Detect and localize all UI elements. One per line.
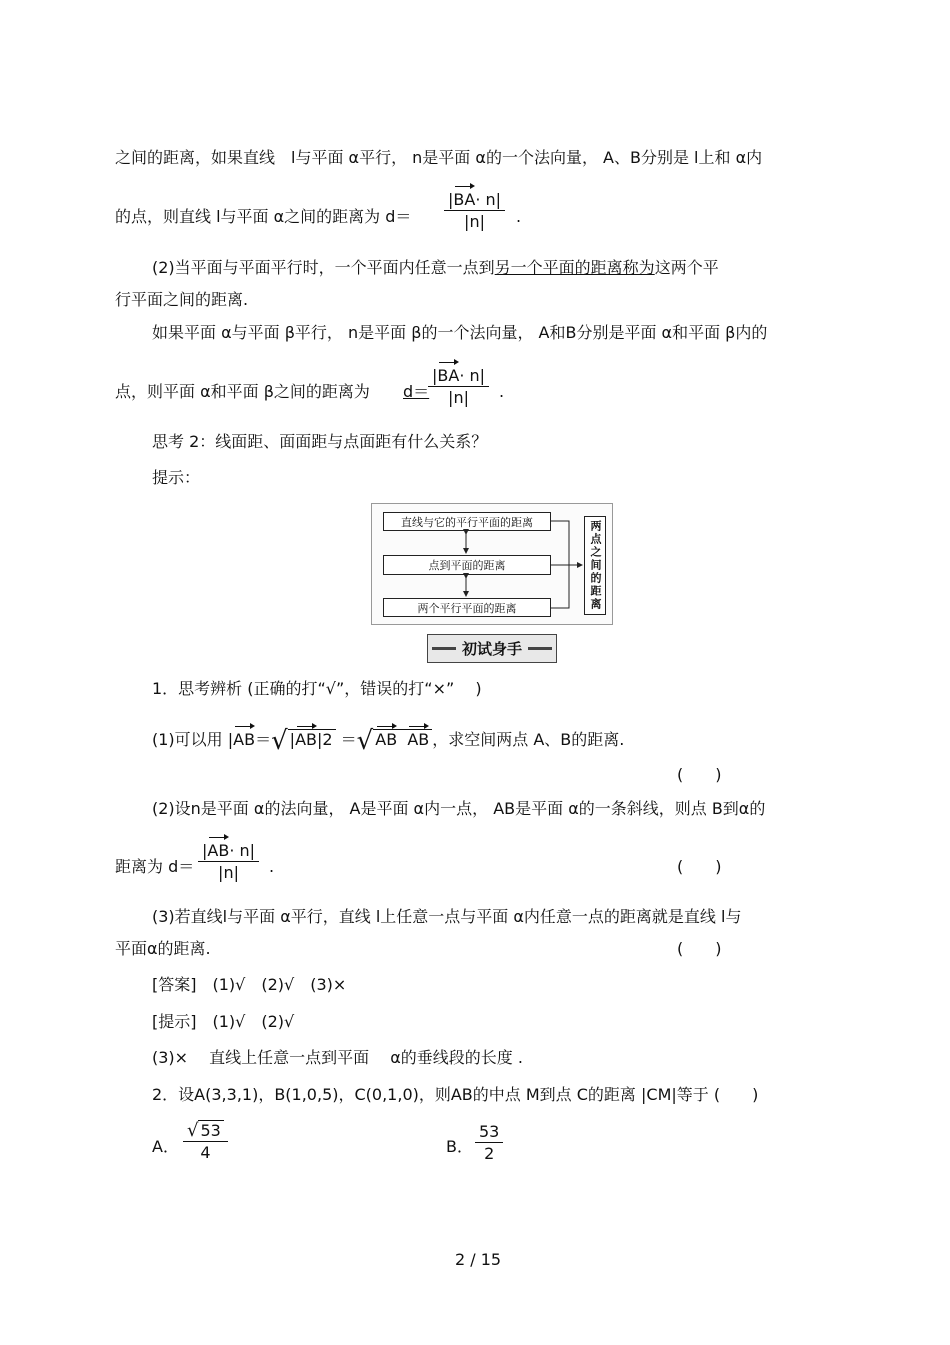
box-plane-plane-distance: 两个平行平面的距离 xyxy=(383,598,551,617)
box-point-plane-distance: 点到平面的距离 xyxy=(383,555,551,575)
d-equals: d＝ xyxy=(403,382,430,401)
distance-formula-fraction: $\frac{|AB\cdot n|}{|n|}$ xyxy=(198,841,259,884)
think-question: 思考 2：线面距、面面距与点面距有什么关系？ xyxy=(152,432,488,451)
statement-3: (3)若直线l与平面 α平行，直线 l上任意一点与平面 α内任意一点的距离就是直线 l与 xyxy=(152,907,742,926)
option-a-denominator: 4 xyxy=(183,1141,228,1164)
question-2-stem: 2．设A(3,3,1)，B(1,0,5)，C(0,1,0)，则AB的中点 M到点 C的距离 |CM|等于 ( ) xyxy=(152,1085,759,1104)
relation-diagram xyxy=(371,503,613,625)
numerator-rest: · n| xyxy=(229,841,256,860)
hint-line: (3)× 直线上任意一点到平面 α的垂线段的长度 . xyxy=(152,1048,523,1067)
option-b-numerator: 53 xyxy=(475,1122,503,1143)
section-banner: 初试身手 xyxy=(427,634,557,663)
text-line: 平面α的距离. xyxy=(115,939,211,958)
option-a-fraction: $\frac{√ 53}{4}$ xyxy=(183,1120,228,1164)
text-line: (2)当平面与平面平行时，一个平面内任意一点到另一个平面的距离称为这两个平 xyxy=(152,258,719,277)
vector-ab: AB xyxy=(233,730,256,749)
box-two-point-distance: 两点之间的距离 xyxy=(584,516,606,615)
numerator-rest: · n| xyxy=(475,190,502,209)
numerator-rest: · n| xyxy=(459,366,486,385)
option-b-denominator: 2 xyxy=(484,1144,495,1163)
text-line: 的点，则直线 l与平面 α之间的距离为 d＝ xyxy=(115,207,412,226)
option-b-fraction xyxy=(475,1122,503,1165)
period: . xyxy=(499,382,505,401)
hint-line: [提示] (1)√ (2)√ xyxy=(152,1012,295,1031)
page-number: 2 / 15 xyxy=(455,1250,502,1269)
question-1-title: 1．思考辨析 (正确的打“√”，错误的打“×” ) xyxy=(152,679,482,698)
text-line: 行平面之间的距离. xyxy=(115,290,249,309)
answer-line: [答案] (1)√ (2)√ (3)× xyxy=(152,975,347,994)
text-line: 如果平面 α与平面 β平行， n是平面 β的一个法向量， A和B分别是平面 α和平面 β内的 xyxy=(152,323,768,342)
vector-ab: AB xyxy=(407,730,430,749)
vector-ba: BA xyxy=(437,366,460,385)
vector-ba: BA xyxy=(453,190,476,209)
answer-blank[interactable]: ( ) xyxy=(677,765,722,784)
text-line: 距离为 d＝ xyxy=(115,857,195,876)
answer-blank[interactable]: ( ) xyxy=(677,857,722,876)
statement-1: (1)可以用 |AB＝√ |AB|2 ＝√ AB AB ，求空间两点 A、B的距离. xyxy=(152,726,625,756)
period: . xyxy=(269,857,275,876)
statement-2: (2)设n是平面 α的法向量， A是平面 α内一点， AB是平面 α的一条斜线，则点 B到α的 xyxy=(152,799,766,818)
option-a-numerator: 53 xyxy=(198,1120,223,1141)
text-line: 点，则平面 α和平面 β之间的距离为 xyxy=(115,382,370,401)
vector-ab: AB xyxy=(375,730,398,749)
vector-ab: AB xyxy=(295,730,317,749)
plane-distance-fraction: $\frac{|BA\cdot n|}{|n|}$ xyxy=(428,366,489,409)
hint-label: 提示： xyxy=(152,468,201,487)
denominator: |n| xyxy=(218,863,239,882)
vector-ab: AB xyxy=(207,841,230,860)
distance-formula-fraction: $\frac{|BA\cdot n|}{|n|}$ xyxy=(444,190,505,233)
option-a-label[interactable]: A． xyxy=(152,1137,179,1156)
text-line: 之间的距离，如果直线 l与平面 α平行， n是平面 α的一个法向量， A、B分别是 l上和 α内 xyxy=(115,148,763,167)
underlined-text: 另一个平面的距离称为 xyxy=(494,258,655,277)
denominator: |n| xyxy=(448,388,469,407)
diagram-arrows xyxy=(372,504,612,624)
box-line-plane-distance: 直线与它的平行平面的距离 xyxy=(383,512,551,531)
denominator: |n| xyxy=(464,212,485,231)
period: . xyxy=(516,207,522,226)
option-b-label[interactable]: B． xyxy=(446,1137,473,1156)
answer-blank[interactable]: ( ) xyxy=(677,939,722,958)
